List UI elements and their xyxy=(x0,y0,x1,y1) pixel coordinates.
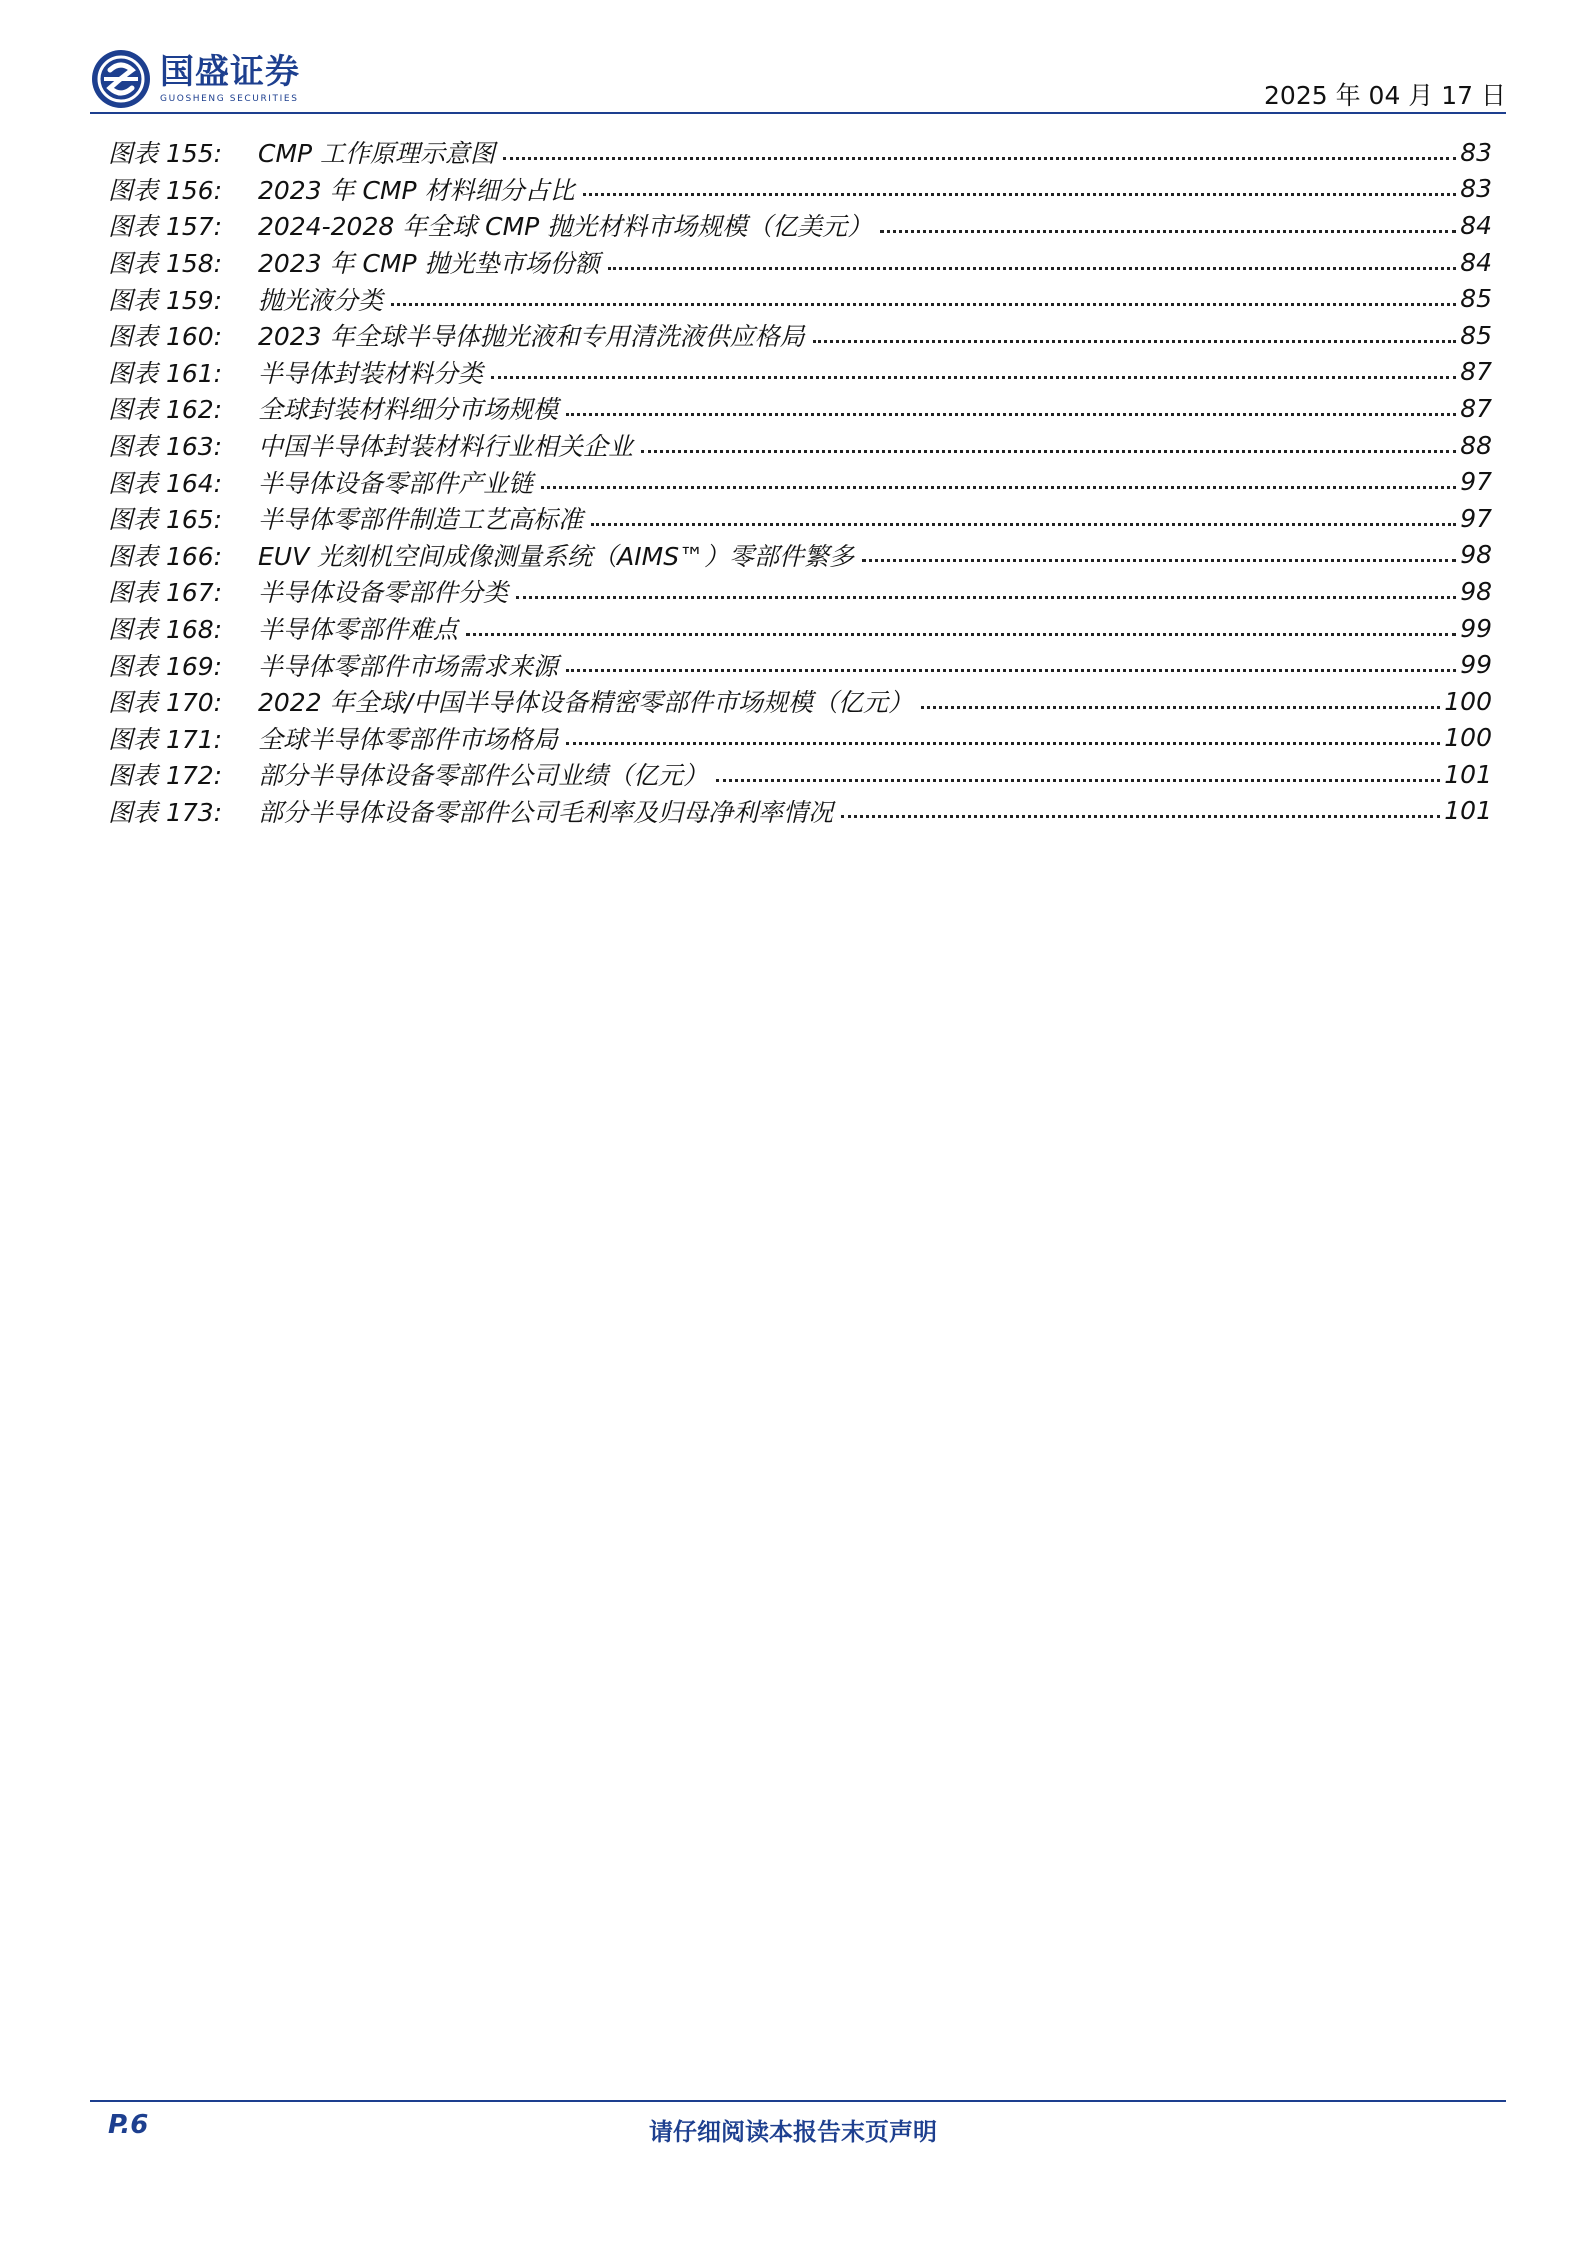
toc-entry[interactable] xyxy=(108,390,1492,427)
toc-leader-dots xyxy=(591,523,1456,526)
toc-entry-label: 图表 172: xyxy=(108,761,223,791)
brand-name-en: GUOSHENG SECURITIES xyxy=(160,94,299,104)
footer-divider xyxy=(90,2100,1506,2102)
toc-leader-dots xyxy=(641,450,1456,453)
toc-entry-label: 图表 163: xyxy=(108,432,223,462)
toc-entry-label: 图表 164: xyxy=(108,468,223,498)
toc-leader-dots xyxy=(566,669,1456,672)
toc-entry-label: 图表 171: xyxy=(108,724,223,754)
toc-entry-title: 全球封装材料细分市场规模 xyxy=(258,395,559,425)
toc-entry-page: 85 xyxy=(1460,284,1492,314)
toc-entry-page: 83 xyxy=(1460,137,1492,167)
toc-entry[interactable] xyxy=(108,720,1492,757)
toc-leader-dots xyxy=(391,303,1456,306)
page-number: P.6 xyxy=(108,2110,149,2140)
toc-leader-dots xyxy=(566,742,1440,745)
toc-leader-dots xyxy=(541,486,1456,489)
toc-entry-label: 图表 156: xyxy=(108,175,223,205)
toc-entry[interactable] xyxy=(108,317,1492,354)
toc-entry-page: 84 xyxy=(1460,247,1492,277)
toc-entry[interactable] xyxy=(108,646,1492,683)
toc-leader-dots xyxy=(491,376,1456,379)
toc-entry-title: 半导体零部件难点 xyxy=(258,615,459,645)
toc-entry-page: 101 xyxy=(1444,759,1492,789)
toc-entry-title: 半导体零部件制造工艺高标准 xyxy=(258,505,584,535)
page-header xyxy=(90,48,1506,112)
toc-entry[interactable] xyxy=(108,354,1492,391)
toc-leader-dots xyxy=(503,157,1456,160)
brand-logo xyxy=(90,48,300,110)
toc-entry-title: 2023 年 CMP 材料细分占比 xyxy=(258,175,575,205)
toc-entry-label: 图表 160: xyxy=(108,322,223,352)
toc-entry-label: 图表 173: xyxy=(108,797,223,827)
guosheng-logo-icon xyxy=(90,48,152,110)
toc-entry-title: 抛光液分类 xyxy=(258,285,384,315)
figure-index-list xyxy=(108,134,1492,829)
toc-entry-page: 98 xyxy=(1460,540,1492,570)
toc-entry-title: 2022 年全球/中国半导体设备精密零部件市场规模（亿元） xyxy=(258,688,913,718)
toc-entry-page: 97 xyxy=(1460,467,1492,497)
toc-entry-title: 半导体零部件市场需求来源 xyxy=(258,651,559,681)
toc-entry-page: 87 xyxy=(1460,393,1492,423)
toc-entry[interactable] xyxy=(108,207,1492,244)
toc-leader-dots xyxy=(862,559,1456,562)
toc-leader-dots xyxy=(583,193,1457,196)
toc-entry-label: 图表 162: xyxy=(108,395,223,425)
toc-entry-label: 图表 157: xyxy=(108,212,223,242)
toc-entry[interactable] xyxy=(108,134,1492,171)
toc-entry-label: 图表 169: xyxy=(108,651,223,681)
toc-entry-label: 图表 170: xyxy=(108,688,223,718)
header-divider xyxy=(90,112,1506,114)
toc-entry-page: 88 xyxy=(1460,430,1492,460)
toc-leader-dots xyxy=(516,596,1456,599)
toc-entry-title: CMP 工作原理示意图 xyxy=(258,139,496,169)
toc-entry[interactable] xyxy=(108,793,1492,830)
toc-entry[interactable] xyxy=(108,171,1492,208)
toc-entry[interactable] xyxy=(108,463,1492,500)
toc-entry-title: 2023 年 CMP 抛光垫市场份额 xyxy=(258,249,600,279)
toc-entry-page: 99 xyxy=(1460,650,1492,680)
toc-leader-dots xyxy=(880,230,1456,233)
toc-leader-dots xyxy=(841,815,1440,818)
toc-leader-dots xyxy=(466,633,1456,636)
toc-entry[interactable] xyxy=(108,610,1492,647)
toc-leader-dots xyxy=(716,779,1440,782)
disclaimer-note: 请仔细阅读本报告末页声明 xyxy=(649,2118,937,2146)
toc-entry-label: 图表 165: xyxy=(108,505,223,535)
toc-entry[interactable] xyxy=(108,280,1492,317)
toc-entry-title: 中国半导体封装材料行业相关企业 xyxy=(258,432,634,462)
toc-leader-dots xyxy=(813,340,1457,343)
toc-entry-title: 半导体封装材料分类 xyxy=(258,358,484,388)
toc-leader-dots xyxy=(921,706,1440,709)
toc-entry-title: 半导体设备零部件分类 xyxy=(258,578,509,608)
toc-entry-label: 图表 159: xyxy=(108,285,223,315)
toc-leader-dots xyxy=(566,413,1456,416)
toc-entry[interactable] xyxy=(108,244,1492,281)
toc-entry-title: 2023 年全球半导体抛光液和专用清洗液供应格局 xyxy=(258,322,805,352)
toc-entry[interactable] xyxy=(108,537,1492,574)
toc-entry-label: 图表 161: xyxy=(108,358,223,388)
brand-name-cn: 国盛证券 xyxy=(160,52,300,92)
toc-entry-page: 97 xyxy=(1460,503,1492,533)
toc-leader-dots xyxy=(608,267,1457,270)
toc-entry-label: 图表 166: xyxy=(108,541,223,571)
toc-entry-title: 2024-2028 年全球 CMP 抛光材料市场规模（亿美元） xyxy=(258,212,873,242)
toc-entry-label: 图表 155: xyxy=(108,139,223,169)
toc-entry-title: 全球半导体零部件市场格局 xyxy=(258,724,559,754)
toc-entry-page: 100 xyxy=(1444,723,1492,753)
toc-entry-page: 100 xyxy=(1444,686,1492,716)
toc-entry[interactable] xyxy=(108,573,1492,610)
toc-entry-title: 部分半导体设备零部件公司毛利率及归母净利率情况 xyxy=(258,797,834,827)
toc-entry-title: 半导体设备零部件产业链 xyxy=(258,468,534,498)
toc-entry-page: 85 xyxy=(1460,320,1492,350)
toc-entry[interactable] xyxy=(108,756,1492,793)
toc-entry-page: 101 xyxy=(1444,796,1492,826)
toc-entry-label: 图表 158: xyxy=(108,249,223,279)
toc-entry-page: 99 xyxy=(1460,613,1492,643)
toc-entry-title: EUV 光刻机空间成像测量系统（AIMS™）零部件繁多 xyxy=(258,541,855,571)
toc-entry-page: 84 xyxy=(1460,210,1492,240)
toc-entry[interactable] xyxy=(108,683,1492,720)
toc-entry-title: 部分半导体设备零部件公司业绩（亿元） xyxy=(258,761,709,791)
report-date: 2025 年 04 月 17 日 xyxy=(1264,81,1506,110)
toc-entry[interactable] xyxy=(108,427,1492,464)
toc-entry[interactable] xyxy=(108,500,1492,537)
toc-entry-page: 83 xyxy=(1460,174,1492,204)
toc-entry-page: 87 xyxy=(1460,357,1492,387)
toc-entry-label: 图表 168: xyxy=(108,615,223,645)
toc-entry-page: 98 xyxy=(1460,576,1492,606)
toc-entry-label: 图表 167: xyxy=(108,578,223,608)
